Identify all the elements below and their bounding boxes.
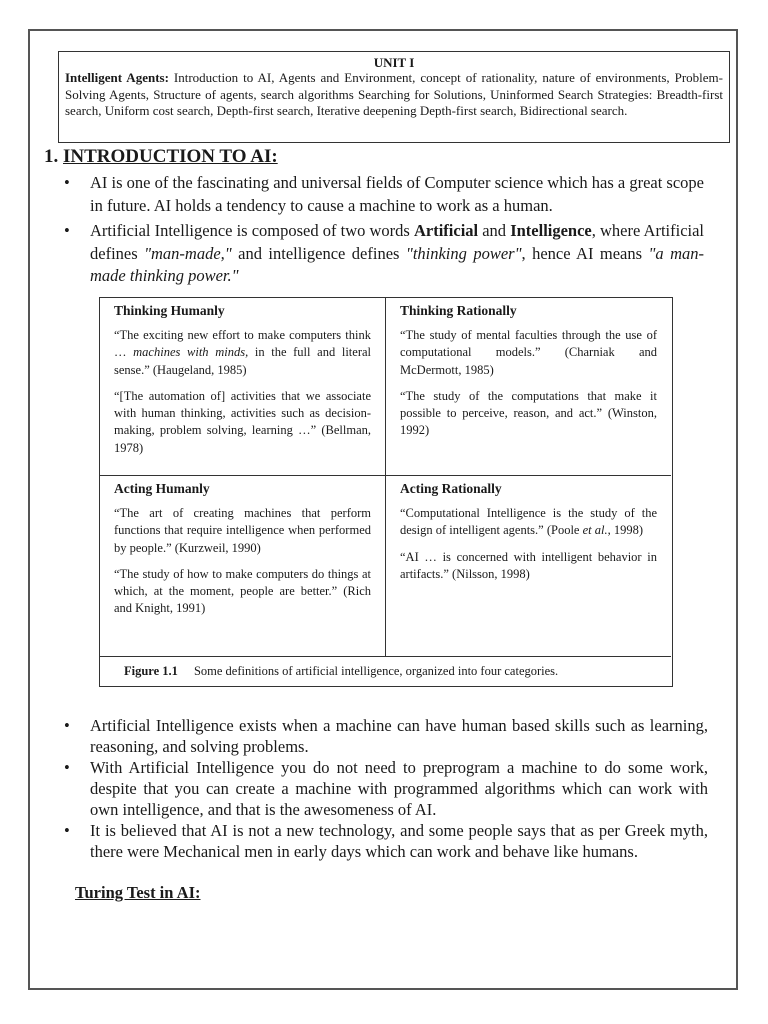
bullet-icon: •	[64, 173, 70, 192]
quote	[114, 327, 371, 379]
bullet-text: With Artificial Intelligence you do not need to preprogram a machine to do some work, despite that you can create a machine with programmed algorithms which can work with own intelligence, and that is the awesomeness of AI.	[90, 758, 708, 819]
quote: “The study of the computations that make it possible to perceive, reason, and act.” (Winston, 1992)	[400, 388, 657, 438]
quote: “The art of creating machines that perform functions that require intelligence when performed by people.” (Kurzweil, 1990)	[114, 506, 371, 555]
cell-title: Acting Rationally	[400, 481, 502, 496]
bullet-text: Artificial Intelligence is composed of two words	[90, 221, 414, 240]
bullet-text: and intelligence defines	[231, 243, 406, 263]
bullet-text: Artificial Intelligence exists when a machine can have human based skills such as learning, reasoning, and solving problems.	[90, 716, 708, 756]
section-number: 1.	[44, 146, 59, 167]
figure-caption	[100, 656, 671, 686]
figure-ai-definitions	[99, 297, 673, 687]
bullet-icon: •	[64, 758, 70, 777]
quote: “[The automation of] activities that we associate with human thinking, activities such as decision-making, problem solving, learning …” (Bellman, 1978)	[114, 388, 371, 455]
unit-title: UNIT I	[373, 55, 415, 70]
turing-test-heading: Turing Test in AI:	[75, 883, 201, 902]
figure-label: Figure 1.1	[124, 664, 178, 678]
section-heading	[44, 146, 278, 168]
cell-acting-humanly	[100, 476, 386, 656]
quote	[400, 505, 657, 540]
bullet-icon: •	[64, 716, 70, 735]
bullet-text: , where Artificial defines	[90, 221, 705, 263]
cell-acting-rationally	[386, 476, 671, 656]
quote-text: , 1998)	[607, 523, 644, 538]
quote-text: “The exciting new effort to make computers think …	[114, 328, 371, 360]
list-item	[64, 172, 704, 217]
bullet-text: AI is one of the fascinating and universal fields of Computer science which has a great scope in future. AI holds a tendency to cause a machine to work as a human.	[90, 173, 704, 215]
bullet-text: and	[478, 221, 511, 240]
definition-ai: "a man-made thinking power."	[90, 243, 705, 285]
unit-topic-label: Intelligent Agents:	[65, 70, 169, 85]
definition-man-made: "man-made,"	[144, 243, 232, 263]
cell-title: Thinking Humanly	[114, 303, 225, 318]
list-item	[64, 820, 708, 862]
ai-facts-bullet-list	[64, 715, 708, 862]
quote-emphasis: et al.	[582, 523, 608, 538]
bullet-icon: •	[64, 821, 70, 840]
cell-title: Thinking Rationally	[400, 303, 517, 318]
bullet-text: It is believed that AI is not a new technology, and some people says that as per Greek myth, there were Mechanical men in early days which can work and behave like humans.	[90, 821, 708, 861]
quote-text: “Computational Intelligence is the study of the design of intelligent agents.” (Poole	[400, 506, 657, 538]
intro-bullet-list	[64, 172, 704, 291]
quote-emphasis: machines with minds,	[133, 345, 249, 360]
quote: “The study of mental faculties through the use of computational models.” (Charniak and McDermott, 1985)	[400, 328, 657, 377]
list-item	[64, 715, 708, 757]
quote: “The study of how to make computers do things at which, at the moment, people are better.” (Rich and Knight, 1991)	[114, 566, 371, 616]
cell-thinking-rationally	[386, 298, 671, 476]
figure-caption-text: Some definitions of artificial intelligence, organized into four categories.	[193, 664, 559, 678]
term-artificial: Artificial	[413, 221, 479, 240]
list-item	[64, 220, 704, 288]
unit-summary-box	[58, 51, 730, 143]
list-item	[64, 757, 708, 820]
bullet-text: , hence AI means	[521, 243, 649, 263]
section-title: INTRODUCTION TO AI:	[63, 146, 278, 167]
quote: “AI … is concerned with intelligent behavior in artifacts.” (Nilsson, 1998)	[400, 549, 657, 581]
definition-thinking-power: "thinking power"	[405, 243, 522, 263]
bullet-icon: •	[64, 221, 70, 240]
cell-thinking-humanly	[100, 298, 386, 476]
unit-topic-text: Introduction to AI, Agents and Environment, concept of rationality, nature of environments, Problem-Solving Agents, Structure of agents, search algorithms Searching for Solutions, Uninformed Search Strategies: Breadth-first search, Uniform cost search, Depth-first search, Iterative deepening Depth-first search, Bidirectional search.	[65, 70, 723, 118]
term-intelligence: Intelligence	[510, 221, 592, 240]
quote-text: in the full and literal sense.” (Haugeland, 1985)	[114, 345, 372, 377]
cell-title: Acting Humanly	[114, 481, 210, 496]
